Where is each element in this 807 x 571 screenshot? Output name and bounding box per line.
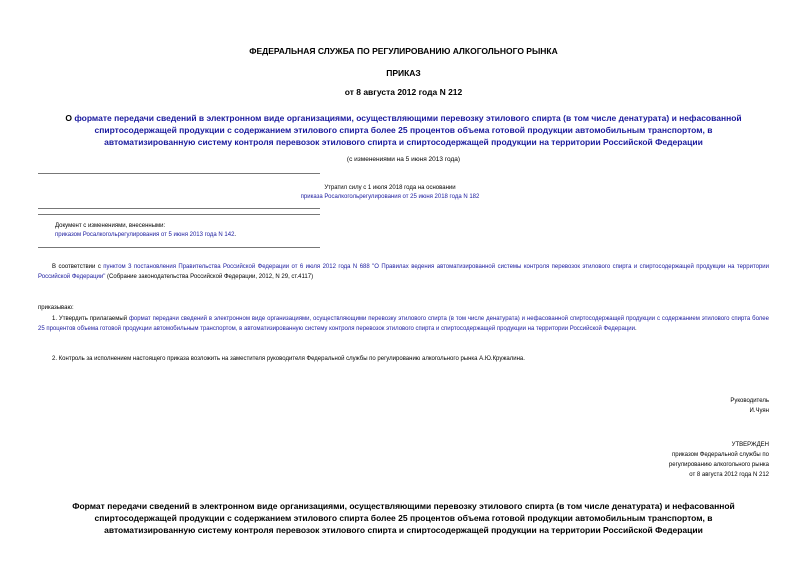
amendments-note: Документ с изменениями, внесенными: приказом Росалкогольрегулирования от 5 июня 2013 года N 142. (55, 222, 335, 240)
signature-block (569, 396, 769, 416)
item-1-link[interactable]: формат передачи сведений в электронном виде организациями, осуществляющими перевозку этилового спирта (в том числе денатурата) и нефасованной спиртосодержащей продукции с содержанием этилового спирта более 25 процентов объема готовой продукции автомобильным транспортом, в автоматизированную систему контроля перевозок этилового спирта и спиртосодержащей продукции на территории Российской Федерации (38, 316, 769, 332)
amendments-link[interactable]: приказом Росалкогольрегулирования от 5 июня 2013 года N 142 (55, 232, 235, 238)
doc-type: ПРИКАЗ (386, 68, 421, 78)
divider (38, 214, 320, 215)
doc-date-number: от 8 августа 2012 года N 212 (344, 87, 463, 97)
signature-position: Руководитель (730, 398, 769, 404)
item-1: 1. Утвердить прилагаемый формат передачи сведений в электронном виде организациями, осуществляющими перевозку этилового спирта (в том числе денатурата) и нефасованной спиртосодержащей продукции с содержанием этилового спирта более 25 процентов объема готовой продукции автомобильным транспортом, в автоматизированную систему контроля перевозок этилового спирта и спиртосодержащей продукции на территории Российской Федерации. (38, 316, 769, 332)
format-title: Формат передачи сведений в электронном виде организациями, осуществляющими перевозку этилового спирта (в том числе денатурата) и нефасованной спиртосодержащей продукции с содержанием этилового спирта более 25 процентов объема готовой продукции автомобильным транспортом, в автоматизированную систему контроля перевозок этилового спирта и спиртосодержащей продукции на территории Российской Федерации (72, 501, 735, 535)
changes-note: (с изменениями на 5 июня 2013 года) (346, 156, 461, 163)
preamble: В соответствии с пунктом 3 постановления Правительства Российской Федерации от 6 июля 2012 года N 688 "О Правилах ведения автоматизированной системы контроля перевозок этилового спирта и спиртосодержащей продукции на территории Российской Федерации" (Собрание законодательства Российской Федерации, 2012, N 29, ст.4117) (38, 264, 770, 280)
divider (38, 247, 320, 248)
amendments-line: Документ с изменениями, внесенными: (55, 223, 166, 229)
item-2: 2. Контроль за исполнением настоящего приказа возложить на заместителя руководителя Федеральной службы по регулированию алкогольного рынка А.Ю.Кружалина. (52, 356, 525, 362)
title-prefix: О (65, 113, 75, 123)
expired-line: Утратил силу с 1 июля 2018 года на основании (324, 185, 456, 191)
agency-name: ФЕДЕРАЛЬНАЯ СЛУЖБА ПО РЕГУЛИРОВАНИЮ АЛКОГОЛЬНОГО РЫНКА (249, 46, 558, 56)
document-title (50, 112, 757, 148)
order-word: приказываю: (38, 305, 74, 311)
signature-name: И.Чуян (749, 408, 769, 414)
approved-heading: УТВЕРЖДЕН (731, 442, 769, 448)
expired-link[interactable]: приказа Росалкогольрегулирования от 25 июня 2018 года N 182 (300, 194, 480, 200)
preamble-link[interactable]: пунктом 3 постановления Правительства Российской Федерации от 6 июля 2012 года N 688 "О Правилах ведения автоматизированной системы контроля перевозок этилового спирта и спиртосодержащей продукции на территории Российской Федерации" (38, 264, 770, 280)
expired-note (240, 184, 540, 202)
divider (38, 208, 320, 209)
divider (38, 173, 320, 174)
approved-block: УТВЕРЖДЕН приказом Федеральной службы по регулированию алкогольного рынка от 8 августа 2012 года N 212 (569, 440, 769, 480)
title-link[interactable]: формате передачи сведений в электронном виде организациями, осуществляющими перевозку этилового спирта (в том числе денатурата) и нефасованной спиртосодержащей продукции с содержанием этилового спирта более 25 процентов объема готовой продукции автомобильным транспортом, в автоматизированную систему контроля перевозок этилового спирта и спиртосодержащей продукции на территории Российской Федерации (74, 113, 742, 147)
